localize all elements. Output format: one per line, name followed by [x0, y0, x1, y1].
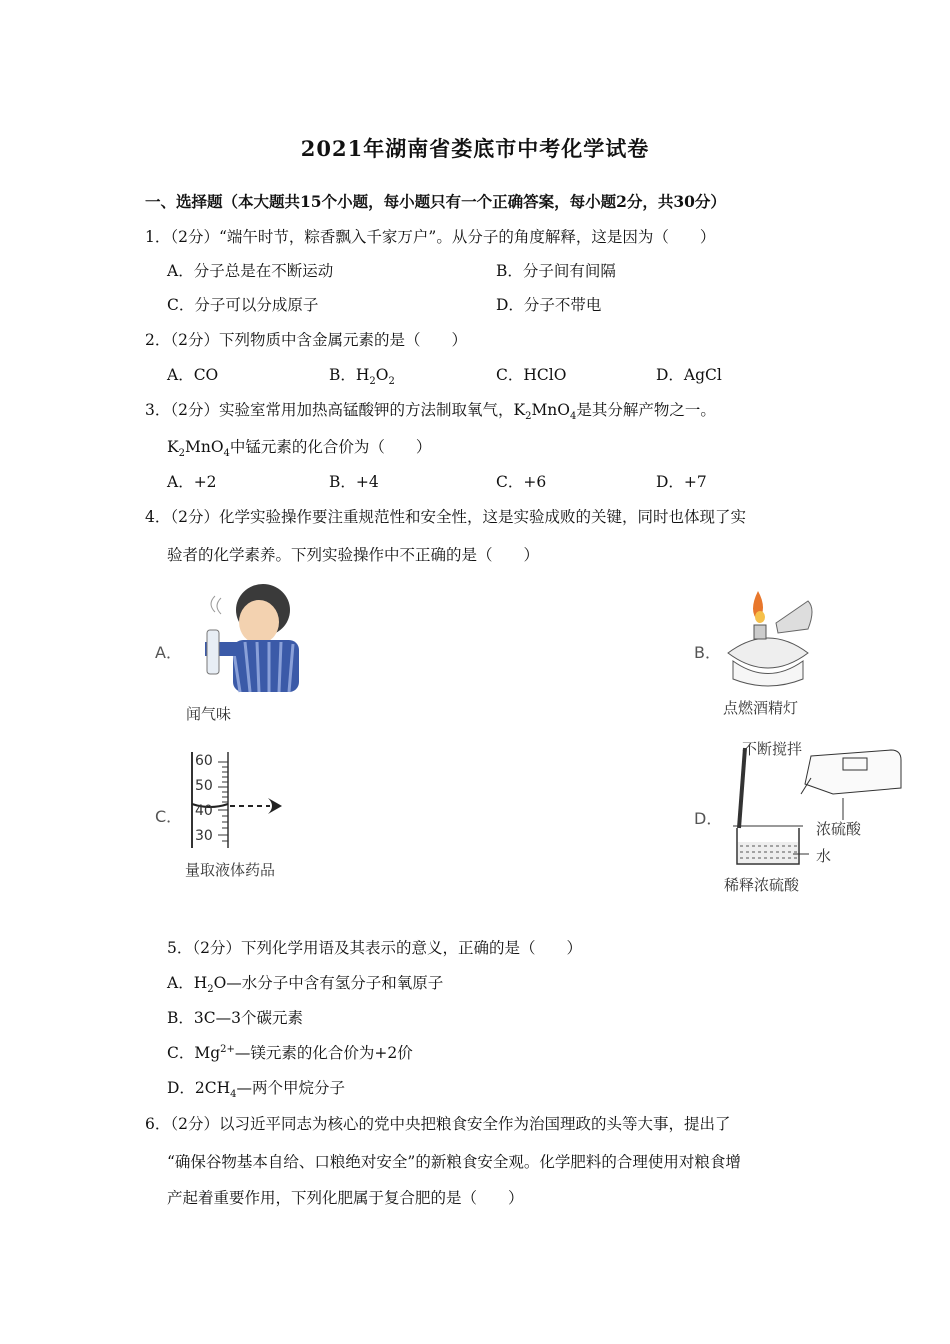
q3-option-c: C．+6: [496, 473, 547, 491]
q3-option-d: D．+7: [656, 473, 707, 491]
fig-c-label: C．: [155, 807, 183, 826]
q2-option-c: C．HClO: [496, 366, 567, 384]
q2-option-b: B．$H_2O_2$: [329, 366, 395, 388]
q5-option-c: C．$Mg^{2+}—$镁元素的化合价为+2价: [167, 1043, 413, 1062]
question-6-line-1: 6．（2分）以习近平同志为核心的党中央把粮食安全作为治国理政的头等大事，提出了: [145, 1115, 731, 1133]
tick-40: 40: [195, 803, 213, 819]
wick-holder: [754, 625, 766, 639]
fig-b-caption: 点燃酒精灯: [723, 699, 799, 717]
q5-option-b: B．3C—3个碳元素: [167, 1009, 303, 1027]
glass-rod: [739, 748, 745, 828]
fig-d-label: D．: [694, 809, 723, 828]
fig-a-caption: 闻气味: [186, 705, 232, 723]
tick-60: 60: [195, 753, 213, 769]
q3-option-b: B．+4: [329, 473, 379, 491]
q3-option-a: A．+2: [167, 473, 217, 491]
fig-b-label: B．: [694, 643, 721, 662]
question-2-stem: 2．（2分）下列物质中含金属元素的是（ ）: [145, 331, 467, 349]
tick-30: 30: [195, 828, 213, 844]
question-3-line-1: 3．（2分）实验室常用加热高锰酸钾的方法制取氧气，$K_2MnO_4$是其分解产物之一。: [145, 401, 716, 423]
face: [239, 600, 279, 644]
question-5-stem: 5．（2分）下列化学用语及其表示的意义，正确的是（ ）: [167, 939, 582, 957]
fig-d-caption: 稀释浓硫酸: [724, 876, 800, 894]
section-heading: 一、选择题（本大题共15个小题，每小题只有一个正确答案，每小题2分，共30分）: [145, 192, 726, 211]
q5-option-a: A．$H_2O—$水分子中含有氢分子和氧原子: [167, 974, 444, 996]
lamp-body: [728, 638, 808, 668]
alcohol-lamp-figure: [718, 583, 823, 695]
q2-option-d: D．AgCl: [656, 366, 722, 384]
question-4-line-1: 4．（2分）化学实验操作要注重规范性和安全性，这是实验成败的关键，同时也体现了实: [145, 508, 746, 526]
fig-c-caption: 量取液体药品: [185, 861, 276, 879]
question-4-line-2: 验者的化学素养。下列实验操作中不正确的是（ ）: [167, 546, 540, 564]
tick-50: 50: [195, 778, 213, 794]
q1-option-b: B．分子间有间隔: [496, 262, 616, 280]
question-1-stem: 1．（2分）“端午时节，粽香飘入千家万户”。从分子的角度解释，这是因为（ ）: [145, 228, 716, 246]
q1-option-d: D．分子不带电: [496, 296, 602, 314]
question-3-line-2: $K_2MnO_4$中锰元素的化合价为（ ）: [167, 438, 432, 460]
page-title: 2021年湖南省娄底市中考化学试卷: [300, 136, 650, 161]
fig-d-text-stir: 不断搅拌: [742, 740, 803, 758]
q5-option-d: D．$2CH_4—$两个甲烷分子: [167, 1079, 346, 1101]
fig-a-label: A．: [155, 643, 182, 662]
question-6-line-2: “确保谷物基本自给、口粮绝对安全”的新粮食安全观。化学肥料的合理使用对粮食增: [167, 1153, 741, 1171]
q1-option-c: C．分子可以分成原子: [167, 296, 319, 314]
fig-d-text-water: 水: [816, 847, 832, 865]
eye-icon: [268, 798, 282, 814]
question-6-line-3: 产起着重要作用，下列化肥属于复合肥的是（ ）: [167, 1189, 524, 1207]
second-lamp: [776, 601, 812, 633]
bottle: [207, 630, 219, 674]
fig-d-text-acid: 浓硫酸: [816, 820, 862, 838]
smelling-figure: [195, 582, 305, 697]
q2-option-a: A．CO: [167, 366, 219, 384]
acid-bottle: [805, 750, 901, 794]
q1-option-a: A．分子总是在不断运动: [167, 262, 334, 280]
waft-lines: [211, 596, 221, 614]
